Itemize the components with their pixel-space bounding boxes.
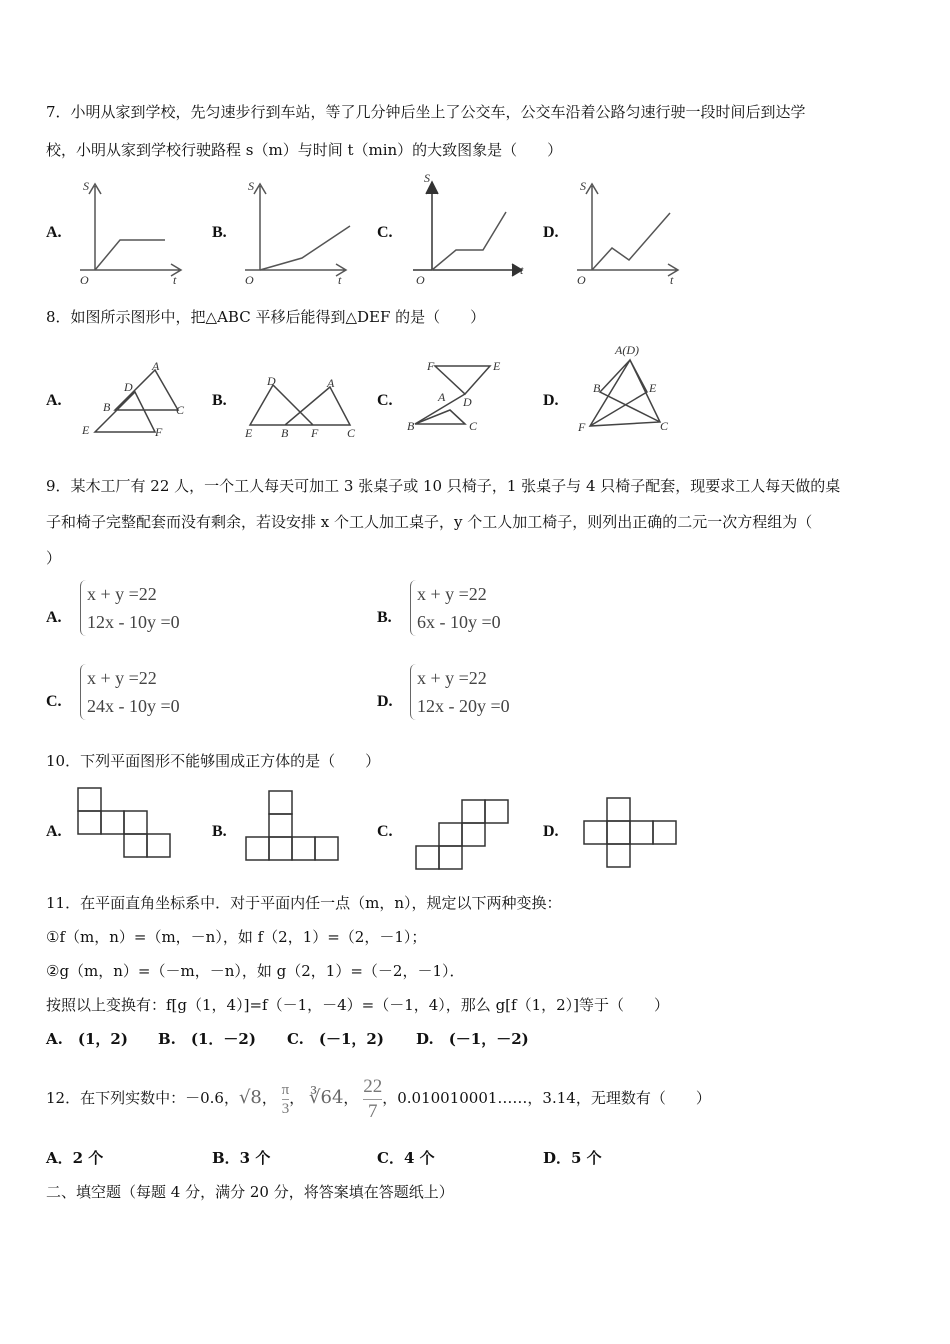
section-2-heading: 二、填空题（每题 4 分，满分 20 分，将答案填在答题纸上） xyxy=(46,1183,454,1201)
svg-text:C: C xyxy=(660,419,669,433)
svg-text:C: C xyxy=(469,419,478,433)
svg-text:O: O xyxy=(245,273,254,287)
separator: ， xyxy=(261,1089,277,1107)
svg-text:S: S xyxy=(248,179,254,193)
svg-text:F: F xyxy=(427,359,435,373)
cube-root-64: ∛64 xyxy=(309,1087,344,1108)
svg-text:F: F xyxy=(155,425,163,439)
denominator: 3 xyxy=(281,1100,290,1117)
q12-suffix: ，0.010010001……，3.14，无理数有（ ） xyxy=(382,1089,711,1107)
q7-text-line2: 校，小明从家到学校行驶路程 s（m）与时间 t（min）的大致图象是（ ） xyxy=(46,141,563,159)
svg-text:S: S xyxy=(83,179,89,193)
svg-text:A(D): A(D) xyxy=(615,343,639,357)
separator: ， xyxy=(343,1089,359,1107)
q9-option-b-label[interactable]: B. xyxy=(377,609,392,626)
q11-text-line3: ②g（m，n）=（－m，－n），如 g（2，1）=（－2，－1）． xyxy=(46,962,465,980)
svg-text:C: C xyxy=(347,426,356,440)
equation: x + y =22 xyxy=(417,584,487,604)
net-a-square xyxy=(101,811,124,834)
q8-text: 8．如图所示图形中，把△ABC 平移后能得到△DEF 的是（ ） xyxy=(46,308,486,326)
q9-text-line3: ） xyxy=(46,549,62,567)
q8-option-d[interactable]: D. xyxy=(543,392,559,409)
equation: x + y =22 xyxy=(87,668,157,688)
q12-text xyxy=(46,1070,711,1126)
svg-text:t: t xyxy=(520,263,524,277)
numerator: π xyxy=(281,1081,290,1098)
q10-option-c[interactable]: C. xyxy=(377,823,393,840)
net-b-square xyxy=(269,791,292,814)
q11-option-c[interactable]: C. (－1，2) xyxy=(287,1030,384,1048)
numerator: 22 xyxy=(363,1075,382,1100)
svg-text:D: D xyxy=(267,374,276,388)
q12-option-b[interactable]: B．3 个 xyxy=(212,1149,271,1167)
q11-text-line4: 按照以上变换有：f[g（1，4）]=f（－1，－4）=（－1，4），那么 g[f（1，2）]等于（ ） xyxy=(46,996,670,1014)
q9-option-c-label[interactable]: C. xyxy=(46,693,62,710)
net-d-square xyxy=(584,821,607,844)
net-d-square xyxy=(653,821,676,844)
net-d-square xyxy=(607,798,630,821)
net-c-square xyxy=(462,823,485,846)
net-b-square xyxy=(292,837,315,860)
net-d-square xyxy=(630,821,653,844)
svg-text:S: S xyxy=(424,171,430,185)
equation: x + y =22 xyxy=(87,584,157,604)
svg-text:B: B xyxy=(593,381,601,395)
q8-option-b[interactable]: B. xyxy=(212,392,227,409)
q9-option-d-label[interactable]: D. xyxy=(377,693,393,710)
net-a-square xyxy=(124,834,147,857)
q7-option-a[interactable]: A. xyxy=(46,224,62,241)
svg-text:t: t xyxy=(670,273,674,287)
net-b-square xyxy=(269,814,292,837)
svg-text:F: F xyxy=(311,426,319,440)
net-c-square xyxy=(439,823,462,846)
svg-text:A: A xyxy=(152,359,160,373)
svg-text:E: E xyxy=(245,426,253,440)
net-a-square xyxy=(147,834,170,857)
svg-text:t: t xyxy=(173,273,177,287)
equation: 12x - 10y =0 xyxy=(87,612,180,632)
svg-text:D: D xyxy=(124,380,133,394)
svg-text:B: B xyxy=(281,426,289,440)
q8-option-a[interactable]: A. xyxy=(46,392,62,409)
sqrt-8: √8 xyxy=(238,1087,262,1108)
equation: 12x - 20y =0 xyxy=(417,696,510,716)
q8-option-c[interactable]: C. xyxy=(377,392,393,409)
net-b-square xyxy=(246,837,269,860)
q9-text-line1: 9．某木工厂有 22 人，一个工人每天可加工 3 张桌子或 10 只椅子，1 张桌子与 4 只椅子配套，现要求工人每天做的桌 xyxy=(46,477,841,495)
q9-text-line2: 子和椅子完整配套而没有剩余，若设安排 x 个工人加工桌子，y 个工人加工椅子，则列出正确的二元一次方程组为（ xyxy=(46,513,813,531)
q11-option-d[interactable]: D. (－1，－2) xyxy=(416,1030,529,1048)
net-a-square xyxy=(124,811,147,834)
q12-prefix: 12．在下列实数中：－0.6， xyxy=(46,1089,239,1107)
net-c-square xyxy=(439,846,462,869)
fraction-22-over-7 xyxy=(363,1075,382,1124)
svg-text:E: E xyxy=(82,423,90,437)
q10-option-d[interactable]: D. xyxy=(543,823,559,840)
q12-option-a[interactable]: A．2 个 xyxy=(46,1149,104,1167)
q11-option-b[interactable]: B. (1．－2) xyxy=(158,1030,256,1048)
q10-option-a[interactable]: A. xyxy=(46,823,62,840)
svg-text:S: S xyxy=(580,179,586,193)
svg-text:t: t xyxy=(338,273,342,287)
denominator: 7 xyxy=(367,1100,378,1122)
svg-text:E: E xyxy=(493,359,501,373)
svg-text:D: D xyxy=(463,395,472,409)
q7-text-line1: 7．小明从家到学校，先匀速步行到车站，等了几分钟后坐上了公交车，公交车沿着公路匀速行驶一段时间后到达学 xyxy=(46,103,806,121)
q12-option-c[interactable]: C．4 个 xyxy=(377,1149,435,1167)
q10-option-b[interactable]: B. xyxy=(212,823,227,840)
q12-option-d[interactable]: D．5 个 xyxy=(543,1149,602,1167)
svg-text:A: A xyxy=(327,376,335,390)
q9-option-a-label[interactable]: A. xyxy=(46,609,62,626)
separator: ， xyxy=(289,1089,305,1107)
svg-text:B: B xyxy=(407,419,415,433)
svg-text:B: B xyxy=(103,400,111,414)
net-c-square xyxy=(462,800,485,823)
net-a-square xyxy=(78,788,101,811)
q11-text-line1: 11．在平面直角坐标系中．对于平面内任一点（m，n），规定以下两种变换： xyxy=(46,894,562,912)
net-c-square xyxy=(416,846,439,869)
q11-text-line2: ①f（m，n）=（m，－n），如 f（2，1）=（2，－1）； xyxy=(46,928,427,946)
svg-text:C: C xyxy=(176,403,185,417)
equation: x + y =22 xyxy=(417,668,487,688)
q10-text: 10．下列平面图形不能够围成正方体的是（ ） xyxy=(46,752,381,770)
q7-option-c[interactable]: C. xyxy=(377,224,393,241)
net-b-square xyxy=(269,837,292,860)
net-d-square xyxy=(607,844,630,867)
equation: 24x - 10y =0 xyxy=(87,696,180,716)
net-a-square xyxy=(78,811,101,834)
svg-text:F: F xyxy=(578,420,586,434)
equation: 6x - 10y =0 xyxy=(417,612,501,632)
svg-text:E: E xyxy=(649,381,657,395)
svg-text:O: O xyxy=(80,273,89,287)
net-c-square xyxy=(485,800,508,823)
svg-text:O: O xyxy=(577,273,586,287)
net-b-square xyxy=(315,837,338,860)
q11-option-a[interactable]: A. (1，2) xyxy=(46,1030,128,1048)
net-d-square xyxy=(607,821,630,844)
q7-option-d[interactable]: D. xyxy=(543,224,559,241)
svg-text:O: O xyxy=(416,273,425,287)
q7-option-b[interactable]: B. xyxy=(212,224,227,241)
svg-text:A: A xyxy=(438,390,446,404)
